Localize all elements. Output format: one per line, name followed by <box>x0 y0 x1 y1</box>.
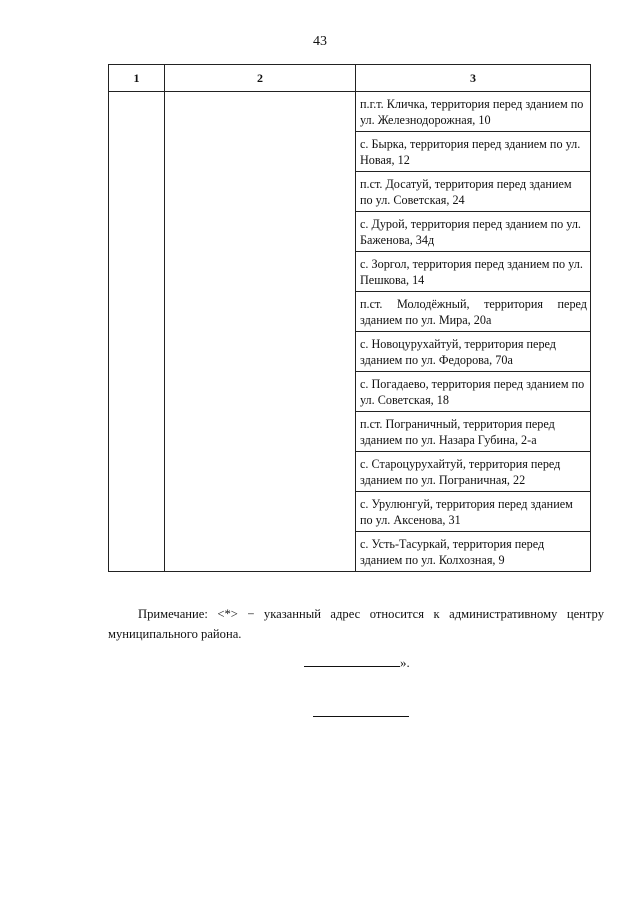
column-1-cell <box>109 92 165 572</box>
address-cell: с. Урулюнгуй, территория перед зданием по ул. Аксенова, 31 <box>356 492 591 532</box>
address-cell: с. Новоцурухайтуй, территория перед зданием по ул. Федорова, 70а <box>356 332 591 372</box>
table-header-row <box>109 65 591 92</box>
address-cell: с. Дурой, территория перед зданием по ул. Баженова, 34д <box>356 212 591 252</box>
closing-line <box>304 654 410 671</box>
address-cell: п.ст. Досатуй, территория перед зданием по ул. Советская, 24 <box>356 172 591 212</box>
note-paragraph: Примечание: <*> − указанный адрес относится к административному центру муниципального района. <box>108 607 604 641</box>
column-header-3: 3 <box>356 65 591 92</box>
closing-underline <box>304 654 400 667</box>
address-cell: с. Бырка, территория перед зданием по ул. Новая, 12 <box>356 132 591 172</box>
address-cell: п.ст. Молодёжный, территория перед зданием по ул. Мира, 20а <box>356 292 591 332</box>
address-cell: с. Погадаево, территория перед зданием по ул. Советская, 18 <box>356 372 591 412</box>
page-number: 43 <box>313 34 327 49</box>
address-cell: п.г.т. Кличка, территория перед зданием по ул. Железнодорожная, 10 <box>356 92 591 132</box>
address-cell: с. Староцурухайтуй, территория перед зданием по ул. Пограничная, 22 <box>356 452 591 492</box>
address-cell: с. Усть-Тасуркай, территория перед зданием по ул. Колхозная, 9 <box>356 532 591 572</box>
column-header-1: 1 <box>109 65 165 92</box>
end-divider <box>313 716 409 717</box>
addresses-table <box>108 64 591 572</box>
table-row <box>109 92 591 132</box>
closing-quote: ». <box>400 655 410 670</box>
column-2-cell <box>165 92 356 572</box>
column-header-2: 2 <box>165 65 356 92</box>
address-cell: п.ст. Пограничный, территория перед зданием по ул. Назара Губина, 2-а <box>356 412 591 452</box>
address-cell: с. Зоргол, территория перед зданием по ул. Пешкова, 14 <box>356 252 591 292</box>
